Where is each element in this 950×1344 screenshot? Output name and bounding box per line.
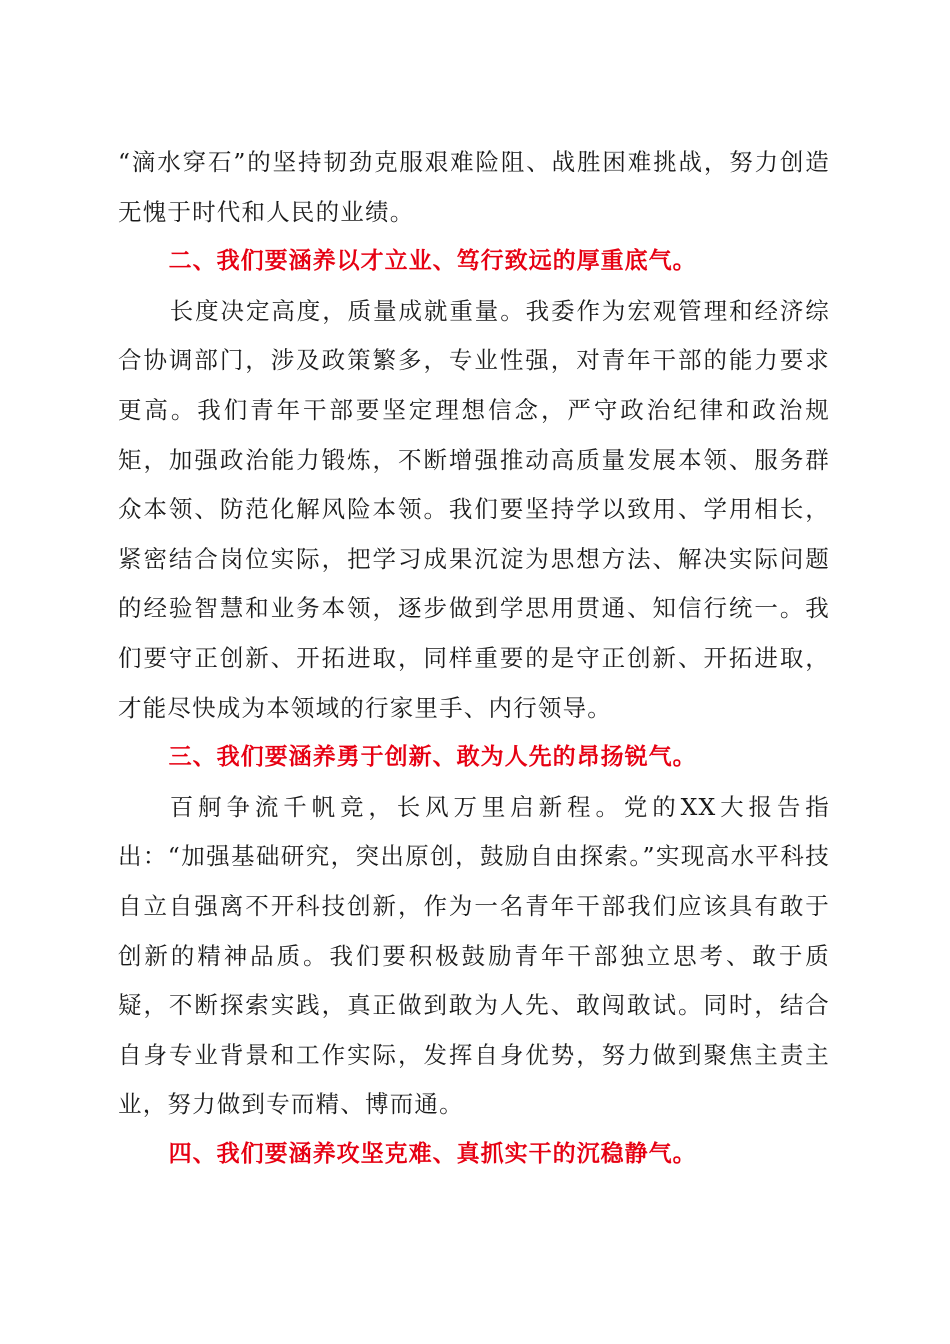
body-paragraph-3: 百舸争流千帆竞，长风万里启新程。党的XX大报告指出：“加强基础研究，突出原创，鼓励自由探索。”实现高水平科技自立自强离不开科技创新，作为一名青年干部我们应该具有敢于创新的精神品质。我们要积极鼓励青年干部独立思考、敢于质疑，不断探索实践，真正做到敢为人先、敢闯敢试。同时，结合自身专业背景和工作实际，发挥自身优势，努力做到聚焦主责主业，努力做到专而精、博而通。 [118, 792, 830, 1119]
section-heading-3: 三、我们要涵养勇于创新、敢为人先的昂扬锐气。 [168, 744, 697, 771]
body-paragraph-1: “滴水穿石”的坚持韧劲克服艰难险阻、战胜困难挑战，努力创造无愧于时代和人民的业绩。 [118, 148, 830, 226]
body-paragraph-2: 长度决定高度，质量成就重量。我委作为宏观管理和经济综合协调部门，涉及政策繁多，专业性强，对青年干部的能力要求更高。我们青年干部要坚定理想信念，严守政治纪律和政治规矩，加强政治能力锻炼，不断增强推动高质量发展本领、服务群众本领、防范化解风险本领。我们要坚持学以致用、学用相长，紧密结合岗位实际，把学习成果沉淀为思想方法、解决实际问题的经验智慧和业务本领，逐步做到学思用贯通、知信行统一。我们要守正创新、开拓进取，同样重要的是守正创新、开拓进取，才能尽快成为本领域的行家里手、内行领导。 [118, 296, 830, 722]
section-heading-2: 二、我们要涵养以才立业、笃行致远的厚重底气。 [168, 248, 697, 275]
section-heading-4: 四、我们要涵养攻坚克难、真抓实干的沉稳静气。 [168, 1140, 697, 1167]
document-page [118, 138, 830, 1179]
